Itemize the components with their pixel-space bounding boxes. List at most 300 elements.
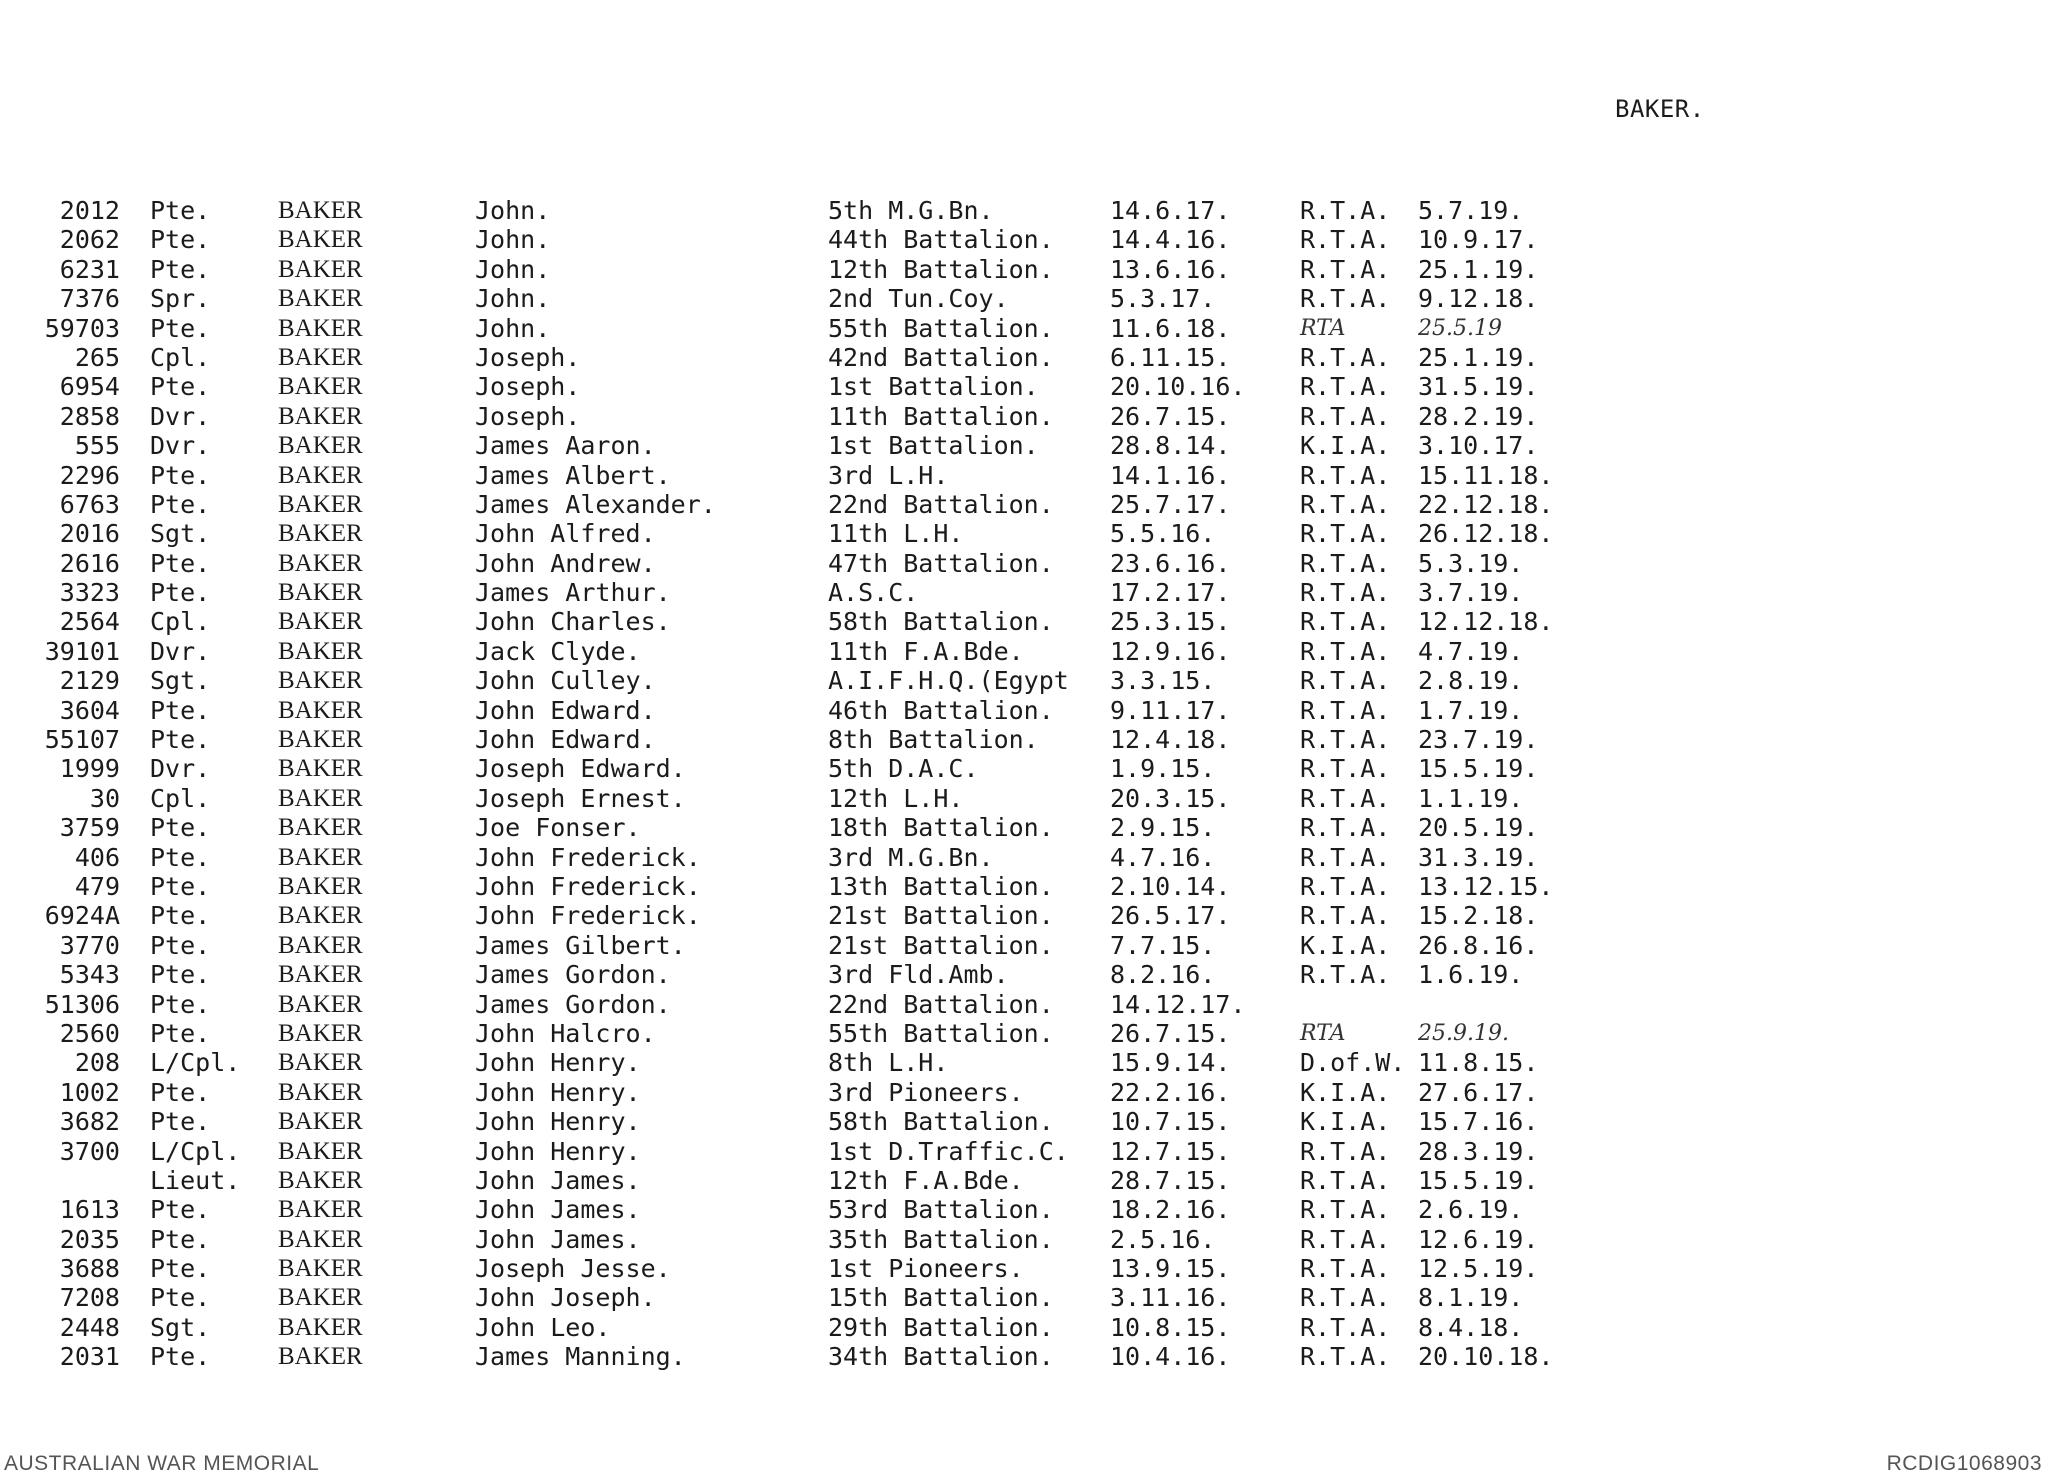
- rank: Cpl.: [150, 342, 211, 372]
- surname: BAKER: [278, 1137, 363, 1165]
- surname: BAKER: [278, 872, 363, 900]
- fate: R.T.A.: [1300, 254, 1391, 284]
- service-number: 7376: [59, 284, 120, 314]
- fate: R.T.A.: [1300, 1136, 1391, 1166]
- enlistment-date: 4.7.16.: [1110, 842, 1216, 872]
- unit: 3rd L.H.: [828, 460, 949, 490]
- fate: R.T.A.: [1300, 372, 1391, 402]
- table-row: [0, 1107, 1700, 1136]
- given-names: Joseph Jesse.: [475, 1254, 671, 1284]
- given-names: John Frederick.: [475, 842, 701, 872]
- surname: BAKER: [278, 549, 363, 577]
- fate: R.T.A.: [1300, 489, 1391, 519]
- enlistment-date: 20.10.16.: [1110, 372, 1246, 402]
- service-number: 406: [74, 842, 120, 872]
- unit: 11th F.A.Bde.: [828, 636, 1024, 666]
- unit: 35th Battalion.: [828, 1224, 1054, 1254]
- table-row: [0, 696, 1700, 725]
- surname: BAKER: [278, 226, 363, 254]
- surname: BAKER: [278, 961, 363, 989]
- given-names: John.: [475, 225, 551, 255]
- given-names: James Aaron.: [475, 431, 656, 461]
- table-row: [0, 637, 1700, 666]
- table-row: [0, 784, 1700, 813]
- surname: BAKER: [278, 1049, 363, 1077]
- fate: K.I.A.: [1300, 1107, 1391, 1137]
- given-names: John Henry.: [475, 1136, 641, 1166]
- surname: BAKER: [278, 343, 363, 371]
- fate: R.T.A.: [1300, 284, 1391, 314]
- service-number: 1613: [59, 1195, 120, 1225]
- enlistment-date: 5.5.16.: [1110, 519, 1216, 549]
- rank: L/Cpl.: [150, 1048, 241, 1078]
- fate-date: 23.7.19.: [1418, 725, 1539, 755]
- service-number: 6763: [59, 489, 120, 519]
- fate-date: 25.1.19.: [1418, 342, 1539, 372]
- surname: BAKER: [278, 843, 363, 871]
- given-names: Jack Clyde.: [475, 636, 641, 666]
- table-row: [0, 519, 1700, 548]
- table-row: [0, 843, 1700, 872]
- table-row: [0, 196, 1700, 225]
- surname: BAKER: [278, 285, 363, 313]
- service-number: 265: [74, 342, 120, 372]
- rank: Dvr.: [150, 401, 211, 431]
- table-row: [0, 872, 1700, 901]
- given-names: John.: [475, 196, 551, 225]
- enlistment-date: 2.10.14.: [1110, 871, 1231, 901]
- surname: BAKER: [278, 814, 363, 842]
- rank: L/Cpl.: [150, 1136, 241, 1166]
- fate: R.T.A.: [1300, 960, 1391, 990]
- fate: R.T.A.: [1300, 548, 1391, 578]
- rank: Pte.: [150, 813, 211, 843]
- given-names: John James.: [475, 1224, 641, 1254]
- unit: 42nd Battalion.: [828, 342, 1054, 372]
- rank: Sgt.: [150, 519, 211, 549]
- fate: R.T.A.: [1300, 1312, 1391, 1342]
- fate: R.T.A.: [1300, 1165, 1391, 1195]
- fate-date: 1.1.19.: [1418, 783, 1524, 813]
- enlistment-date: 3.11.16.: [1110, 1283, 1231, 1313]
- fate: R.T.A.: [1300, 783, 1391, 813]
- fate-date: 25.9.19.: [1418, 1020, 1509, 1046]
- rank: Pte.: [150, 1077, 211, 1107]
- surname: BAKER: [278, 667, 363, 695]
- fate: R.T.A.: [1300, 813, 1391, 843]
- fate-date: 20.5.19.: [1418, 813, 1539, 843]
- table-row: [0, 431, 1700, 460]
- surname: BAKER: [278, 1255, 363, 1283]
- given-names: John Edward.: [475, 695, 656, 725]
- table-row: [0, 314, 1700, 343]
- unit: 3rd Pioneers.: [828, 1077, 1024, 1107]
- table-row: [0, 255, 1700, 284]
- fate-date: 31.3.19.: [1418, 842, 1539, 872]
- unit: 18th Battalion.: [828, 813, 1054, 843]
- enlistment-date: 10.7.15.: [1110, 1107, 1231, 1137]
- fate: R.T.A.: [1300, 1283, 1391, 1313]
- enlistment-date: 17.2.17.: [1110, 578, 1231, 608]
- fate-date: 25.1.19.: [1418, 254, 1539, 284]
- surname: BAKER: [278, 696, 363, 724]
- unit: 11th L.H.: [828, 519, 964, 549]
- fate-date: 9.12.18.: [1418, 284, 1539, 314]
- given-names: Joseph.: [475, 401, 581, 431]
- fate: R.T.A.: [1300, 607, 1391, 637]
- enlistment-date: 9.11.17.: [1110, 695, 1231, 725]
- unit: 12th F.A.Bde.: [828, 1165, 1024, 1195]
- unit: 11th Battalion.: [828, 401, 1054, 431]
- surname: BAKER: [278, 314, 363, 342]
- fate-date: 3.7.19.: [1418, 578, 1524, 608]
- rank: Pte.: [150, 1224, 211, 1254]
- table-row: [0, 990, 1700, 1019]
- fate: R.T.A.: [1300, 842, 1391, 872]
- fate-date: 15.5.19.: [1418, 1165, 1539, 1195]
- unit: 8th Battalion.: [828, 725, 1039, 755]
- given-names: John Andrew.: [475, 548, 656, 578]
- unit: 21st Battalion.: [828, 901, 1054, 931]
- rank: Cpl.: [150, 607, 211, 637]
- table-row: [0, 372, 1700, 401]
- service-number: 39101: [44, 636, 120, 666]
- service-number: 479: [74, 871, 120, 901]
- unit: 47th Battalion.: [828, 548, 1054, 578]
- surname: BAKER: [278, 608, 363, 636]
- fate: RTA: [1300, 315, 1346, 341]
- surname: BAKER: [278, 197, 363, 224]
- fate-date: 4.7.19.: [1418, 636, 1524, 666]
- fate-date: 15.11.18.: [1418, 460, 1554, 490]
- enlistment-date: 28.8.14.: [1110, 431, 1231, 461]
- given-names: James Alexander.: [475, 489, 716, 519]
- rank: Pte.: [150, 1195, 211, 1225]
- rank: Dvr.: [150, 431, 211, 461]
- given-names: Joseph.: [475, 342, 581, 372]
- rank: Pte.: [150, 1107, 211, 1137]
- surname: BAKER: [278, 637, 363, 665]
- service-number: 51306: [44, 989, 120, 1019]
- service-number: 1002: [59, 1077, 120, 1107]
- surname: BAKER: [278, 1225, 363, 1253]
- fate: R.T.A.: [1300, 666, 1391, 696]
- table-row: [0, 490, 1700, 519]
- fate: R.T.A.: [1300, 1195, 1391, 1225]
- given-names: John Edward.: [475, 725, 656, 755]
- given-names: John.: [475, 313, 551, 343]
- enlistment-date: 14.6.17.: [1110, 196, 1231, 225]
- table-row: [0, 725, 1700, 754]
- service-number: 2031: [59, 1342, 120, 1372]
- rank: Pte.: [150, 960, 211, 990]
- surname: BAKER: [278, 902, 363, 930]
- fate: R.T.A.: [1300, 519, 1391, 549]
- service-number: 1999: [59, 754, 120, 784]
- rank: Cpl.: [150, 783, 211, 813]
- rank: Pte.: [150, 1018, 211, 1048]
- enlistment-date: 14.1.16.: [1110, 460, 1231, 490]
- fate: R.T.A.: [1300, 754, 1391, 784]
- table-row: [0, 666, 1700, 695]
- fate: R.T.A.: [1300, 460, 1391, 490]
- rank: Pte.: [150, 930, 211, 960]
- given-names: John Frederick.: [475, 871, 701, 901]
- rank: Pte.: [150, 372, 211, 402]
- given-names: Joseph.: [475, 372, 581, 402]
- fate-date: 5.3.19.: [1418, 548, 1524, 578]
- fate: R.T.A.: [1300, 225, 1391, 255]
- fate: R.T.A.: [1300, 871, 1391, 901]
- unit: 46th Battalion.: [828, 695, 1054, 725]
- enlistment-date: 28.7.15.: [1110, 1165, 1231, 1195]
- fate-date: 15.7.16.: [1418, 1107, 1539, 1137]
- enlistment-date: 7.7.15.: [1110, 930, 1216, 960]
- fate-date: 26.12.18.: [1418, 519, 1554, 549]
- fate: R.T.A.: [1300, 578, 1391, 608]
- surname: BAKER: [278, 402, 363, 430]
- rank: Pte.: [150, 725, 211, 755]
- service-number: 2858: [59, 401, 120, 431]
- fate: R.T.A.: [1300, 695, 1391, 725]
- surname: BAKER: [278, 784, 363, 812]
- enlistment-date: 26.7.15.: [1110, 1018, 1231, 1048]
- enlistment-date: 14.4.16.: [1110, 225, 1231, 255]
- fate-date: 22.12.18.: [1418, 489, 1554, 519]
- rank: Pte.: [150, 548, 211, 578]
- rank: Sgt.: [150, 1312, 211, 1342]
- fate: K.I.A.: [1300, 930, 1391, 960]
- table-row: [0, 1048, 1700, 1077]
- table-row: [0, 402, 1700, 431]
- unit: 22nd Battalion.: [828, 989, 1054, 1019]
- unit: 3rd M.G.Bn.: [828, 842, 994, 872]
- archive-footer-right: RCDIG1068903: [1886, 1452, 2042, 1475]
- fate: R.T.A.: [1300, 725, 1391, 755]
- unit: A.I.F.H.Q.(Egypt: [828, 666, 1069, 696]
- service-number: 2035: [59, 1224, 120, 1254]
- service-number: 59703: [44, 313, 120, 343]
- unit: 1st Battalion.: [828, 431, 1039, 461]
- fate-date: 12.6.19.: [1418, 1224, 1539, 1254]
- unit: 5th M.G.Bn.: [828, 196, 994, 225]
- unit: 22nd Battalion.: [828, 489, 1054, 519]
- fate-date: 26.8.16.: [1418, 930, 1539, 960]
- table-row: [0, 901, 1700, 930]
- fate-date: 15.5.19.: [1418, 754, 1539, 784]
- table-row: [0, 754, 1700, 783]
- unit: 15th Battalion.: [828, 1283, 1054, 1313]
- rank: Pte.: [150, 1283, 211, 1313]
- enlistment-date: 13.9.15.: [1110, 1254, 1231, 1284]
- enlistment-date: 20.3.15.: [1110, 783, 1231, 813]
- given-names: John Henry.: [475, 1107, 641, 1137]
- given-names: John Henry.: [475, 1077, 641, 1107]
- table-row: [0, 1137, 1700, 1166]
- rank: Pte.: [150, 695, 211, 725]
- service-number: 2448: [59, 1312, 120, 1342]
- given-names: John.: [475, 284, 551, 314]
- unit: 1st Pioneers.: [828, 1254, 1024, 1284]
- table-row: [0, 1195, 1700, 1224]
- rank: Pte.: [150, 489, 211, 519]
- fate: R.T.A.: [1300, 1254, 1391, 1284]
- fate: R.T.A.: [1300, 196, 1391, 225]
- rank: Pte.: [150, 901, 211, 931]
- service-number: 208: [74, 1048, 120, 1078]
- fate-date: 20.10.18.: [1418, 1342, 1554, 1372]
- rank: Lieut.: [150, 1165, 241, 1195]
- unit: 13th Battalion.: [828, 871, 1054, 901]
- fate: R.T.A.: [1300, 1224, 1391, 1254]
- table-row: [0, 1313, 1700, 1342]
- enlistment-date: 8.2.16.: [1110, 960, 1216, 990]
- given-names: John James.: [475, 1195, 641, 1225]
- rank: Pte.: [150, 254, 211, 284]
- given-names: John Frederick.: [475, 901, 701, 931]
- fate-date: 28.2.19.: [1418, 401, 1539, 431]
- unit: 53rd Battalion.: [828, 1195, 1054, 1225]
- fate-date: 11.8.15.: [1418, 1048, 1539, 1078]
- fate: RTA: [1300, 1020, 1346, 1046]
- unit: 2nd Tun.Coy.: [828, 284, 1009, 314]
- unit: 58th Battalion.: [828, 1107, 1054, 1137]
- service-number: 555: [74, 431, 120, 461]
- unit: 58th Battalion.: [828, 607, 1054, 637]
- surname: BAKER: [278, 1313, 363, 1341]
- given-names: Joseph Ernest.: [475, 783, 686, 813]
- fate: R.T.A.: [1300, 401, 1391, 431]
- service-number: 6954: [59, 372, 120, 402]
- given-names: James Albert.: [475, 460, 671, 490]
- surname: BAKER: [278, 490, 363, 518]
- rank: Pte.: [150, 225, 211, 255]
- enlistment-date: 11.6.18.: [1110, 313, 1231, 343]
- given-names: John Halcro.: [475, 1018, 656, 1048]
- rank: Pte.: [150, 871, 211, 901]
- given-names: John James.: [475, 1165, 641, 1195]
- surname: BAKER: [278, 755, 363, 783]
- service-number: 5343: [59, 960, 120, 990]
- enlistment-date: 2.5.16.: [1110, 1224, 1216, 1254]
- unit: 34th Battalion.: [828, 1342, 1054, 1372]
- fate-date: 15.2.18.: [1418, 901, 1539, 931]
- rank: Pte.: [150, 196, 211, 225]
- table-row: [0, 1342, 1700, 1371]
- fate: K.I.A.: [1300, 431, 1391, 461]
- service-number: 6231: [59, 254, 120, 284]
- table-row: [0, 607, 1700, 636]
- rank: Pte.: [150, 842, 211, 872]
- surname: BAKER: [278, 461, 363, 489]
- enlistment-date: 25.7.17.: [1110, 489, 1231, 519]
- surname: BAKER: [278, 931, 363, 959]
- fate-date: 1.7.19.: [1418, 695, 1524, 725]
- service-number: 2129: [59, 666, 120, 696]
- surname: BAKER: [278, 1078, 363, 1106]
- given-names: Joe Fonser.: [475, 813, 641, 843]
- rank: Sgt.: [150, 666, 211, 696]
- table-row: [0, 1254, 1700, 1283]
- service-number: 3770: [59, 930, 120, 960]
- service-number: 30: [89, 783, 120, 813]
- unit: 1st D.Traffic.C.: [828, 1136, 1069, 1166]
- fate-date: 31.5.19.: [1418, 372, 1539, 402]
- surname: BAKER: [278, 1343, 363, 1371]
- enlistment-date: 26.5.17.: [1110, 901, 1231, 931]
- unit: 44th Battalion.: [828, 225, 1054, 255]
- table-row: [0, 960, 1700, 989]
- surname-heading: BAKER.: [1615, 95, 1705, 123]
- rank: Spr.: [150, 284, 211, 314]
- service-number: 2296: [59, 460, 120, 490]
- table-row: [0, 461, 1700, 490]
- table-row: [0, 225, 1700, 254]
- fate-date: 8.4.18.: [1418, 1312, 1524, 1342]
- fate: R.T.A.: [1300, 901, 1391, 931]
- unit: 55th Battalion.: [828, 313, 1054, 343]
- given-names: John Culley.: [475, 666, 656, 696]
- enlistment-date: 6.11.15.: [1110, 342, 1231, 372]
- fate: R.T.A.: [1300, 636, 1391, 666]
- table-row: [0, 343, 1700, 372]
- fate-date: 12.5.19.: [1418, 1254, 1539, 1284]
- table-row: [0, 813, 1700, 842]
- rank: Pte.: [150, 1342, 211, 1372]
- surname: BAKER: [278, 1019, 363, 1047]
- service-number: 3682: [59, 1107, 120, 1137]
- enlistment-date: 23.6.16.: [1110, 548, 1231, 578]
- service-number: 55107: [44, 725, 120, 755]
- enlistment-date: 3.3.15.: [1110, 666, 1216, 696]
- service-number: 3700: [59, 1136, 120, 1166]
- rank: Dvr.: [150, 636, 211, 666]
- fate-date: 28.3.19.: [1418, 1136, 1539, 1166]
- fate-date: 27.6.17.: [1418, 1077, 1539, 1107]
- rank: Pte.: [150, 460, 211, 490]
- fate-date: 25.5.19: [1418, 315, 1502, 341]
- unit: 3rd Fld.Amb.: [828, 960, 1009, 990]
- given-names: John Joseph.: [475, 1283, 656, 1313]
- unit: 8th L.H.: [828, 1048, 949, 1078]
- enlistment-date: 15.9.14.: [1110, 1048, 1231, 1078]
- enlistment-date: 10.4.16.: [1110, 1342, 1231, 1372]
- surname: BAKER: [278, 990, 363, 1018]
- unit: 1st Battalion.: [828, 372, 1039, 402]
- unit: A.S.C.: [828, 578, 919, 608]
- rank: Pte.: [150, 313, 211, 343]
- given-names: John Leo.: [475, 1312, 611, 1342]
- service-number: 6924A: [44, 901, 120, 931]
- unit: 21st Battalion.: [828, 930, 1054, 960]
- archive-footer-left: AUSTRALIAN WAR MEMORIAL: [4, 1452, 320, 1475]
- fate-date: 3.10.17.: [1418, 431, 1539, 461]
- enlistment-date: 22.2.16.: [1110, 1077, 1231, 1107]
- unit: 5th D.A.C.: [828, 754, 979, 784]
- surname: BAKER: [278, 373, 363, 401]
- rank: Pte.: [150, 1254, 211, 1284]
- enlistment-date: 18.2.16.: [1110, 1195, 1231, 1225]
- service-number: 2062: [59, 225, 120, 255]
- enlistment-date: 10.8.15.: [1110, 1312, 1231, 1342]
- unit: 12th L.H.: [828, 783, 964, 813]
- given-names: James Gordon.: [475, 960, 671, 990]
- service-number: 2616: [59, 548, 120, 578]
- service-number: 2564: [59, 607, 120, 637]
- table-row: [0, 549, 1700, 578]
- enlistment-date: 12.7.15.: [1110, 1136, 1231, 1166]
- fate-date: 8.1.19.: [1418, 1283, 1524, 1313]
